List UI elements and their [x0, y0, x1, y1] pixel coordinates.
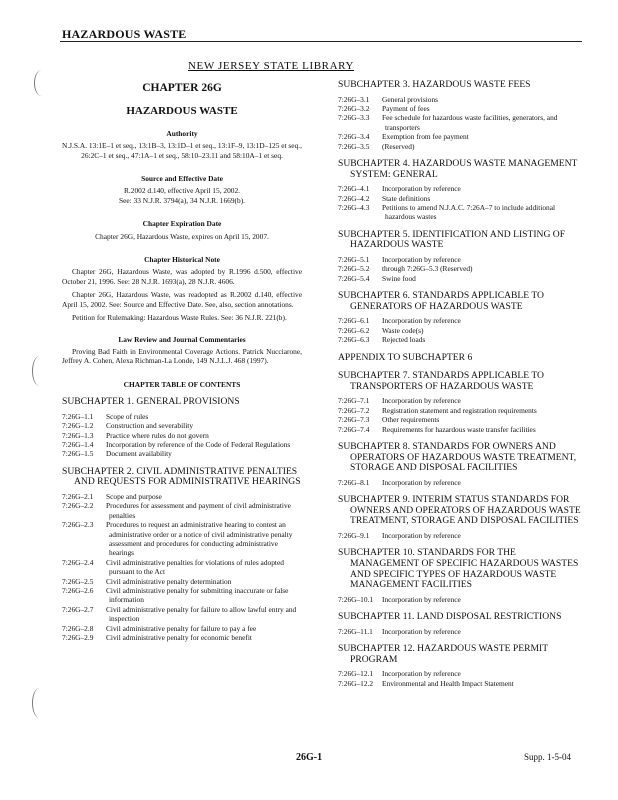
toc-entry	[338, 396, 584, 405]
running-header: HAZARDOUS WASTE	[62, 27, 187, 41]
punch-hole-mark-middle	[32, 356, 47, 386]
source-line-1: R.2002 d.140, effective April 15, 2002.	[123, 186, 241, 196]
toc-entry	[338, 104, 584, 113]
section-title: Civil administrative penalty for failure to allow lawful entry and inspection	[106, 604, 297, 624]
history-heading: Chapter Historical Note	[144, 255, 220, 265]
toc-entry	[338, 316, 584, 325]
section-number: 7:26G–11.1	[338, 626, 373, 636]
section-number: 7:26G–6.3	[338, 335, 370, 345]
subchapter-title: SUBCHAPTER 2. CIVIL ADMINISTRATIVE PENALTIES AND REQUESTS FOR ADMINISTRATIVE HEARINGS	[62, 465, 301, 488]
section-number: 7:26G–9.1	[338, 531, 370, 541]
toc-entry	[338, 203, 584, 222]
page-number: 26G-1	[296, 752, 323, 763]
toc-entry	[62, 421, 302, 430]
toc-entry	[338, 406, 584, 415]
section-title: Incorporation by reference	[382, 531, 461, 541]
subchapter-title: SUBCHAPTER 7. STANDARDS APPLICABLE TO TRANSPORTERS OF HAZARDOUS WASTE	[338, 370, 544, 392]
history-paragraph-1: Chapter 26G, Hazardous Waste, was adopted by R.1996 d.500, effective October 21, 1996. See: 28 N.J.R. 1693(a), 28 N.J.R. 4606.	[62, 267, 302, 286]
subchapter-title: SUBCHAPTER 6. STANDARDS APPLICABLE TO GENERATORS OF HAZARDOUS WASTE	[338, 290, 544, 312]
right-column	[338, 80, 584, 688]
toc-entry	[338, 326, 584, 335]
section-number: 7:26G–8.1	[338, 477, 370, 487]
subchapter-title: SUBCHAPTER 5. IDENTIFICATION AND LISTING OF HAZARDOUS WASTE	[338, 228, 566, 251]
expiration-heading: Chapter Expiration Date	[142, 219, 222, 229]
subchapter-block	[338, 612, 584, 636]
subchapter-block	[338, 548, 584, 604]
review-heading: Law Review and Journal Commentaries	[118, 334, 246, 344]
chapter-title: HAZARDOUS WASTE	[126, 105, 238, 118]
subchapter-title: SUBCHAPTER 1. GENERAL PROVISIONS	[62, 396, 240, 408]
subchapter-title: SUBCHAPTER 8. STANDARDS FOR OWNERS AND OPERATORS OF HAZARDOUS WASTE TREATMENT, STORAGE AND DISPOSAL FACILITIES	[338, 441, 577, 474]
header-rule	[60, 41, 582, 42]
section-title: Incorporation by reference of the Code of Federal Regulations	[106, 439, 291, 449]
section-number: 7:26G–1.3	[62, 430, 94, 440]
section-number: 7:26G–6.2	[338, 325, 370, 335]
toc-entry	[62, 577, 302, 586]
punch-hole-mark-top	[34, 70, 49, 96]
toc-heading: CHAPTER TABLE OF CONTENTS	[123, 379, 241, 389]
section-title: Construction and severability	[106, 421, 194, 431]
subchapter-block	[338, 353, 584, 364]
section-title: Incorporation by reference	[382, 594, 461, 604]
section-title: Scope and purpose	[106, 491, 162, 501]
authority-heading: Authority	[166, 128, 198, 138]
section-number: 7:26G–12.1	[338, 669, 374, 679]
toc-entry	[62, 440, 302, 449]
section-title: Incorporation by reference	[382, 255, 461, 265]
history-paragraph-3: Petition for Rulemaking: Hazardous Waste Rules. See: 36 N.J.R. 221(b).	[72, 313, 287, 323]
section-number: 7:26G–3.2	[338, 104, 370, 113]
toc-entry	[338, 595, 584, 604]
toc-entry	[338, 113, 584, 132]
subchapter-title: SUBCHAPTER 11. LAND DISPOSAL RESTRICTIONS	[338, 611, 562, 623]
subchapter-title: APPENDIX TO SUBCHAPTER 6	[338, 351, 473, 363]
section-title: Civil administrative penalty for failure to pay a fee	[106, 623, 257, 633]
section-title: Other requirements	[382, 415, 440, 425]
section-number: 7:26G–6.1	[338, 316, 370, 326]
section-title: Civil administrative penalty determination	[106, 576, 232, 586]
section-number: 7:26G–2.1	[62, 491, 94, 501]
section-title: Registration statement and registration requirements	[382, 405, 537, 415]
section-number: 7:26G–4.2	[338, 193, 370, 203]
subchapter-block	[338, 644, 584, 688]
toc-entry	[338, 531, 584, 540]
section-title: Environmental and Health Impact Statement	[382, 678, 514, 688]
section-title: Incorporation by reference	[382, 396, 461, 406]
toc-entry	[338, 627, 584, 636]
toc-entry	[62, 558, 302, 577]
section-number: 7:26G–10.1	[338, 594, 374, 604]
section-title: Procedures to request an administrative hearing to contest an administrative order or a notice of civil administrative penalty assessment and procedures for conducting administrative hearings	[106, 520, 293, 558]
section-title: Incorporation by reference	[382, 626, 461, 636]
toc-entry	[338, 274, 584, 283]
toc-entry	[62, 501, 302, 520]
section-title: through 7:26G–5.3 (Reserved)	[382, 264, 473, 274]
toc-entry	[62, 520, 302, 558]
toc-entry	[338, 425, 584, 434]
left-table-of-contents	[62, 397, 302, 642]
section-number: 7:26G–12.2	[338, 678, 374, 688]
section-title: State definitions	[382, 193, 431, 203]
section-number: 7:26G–7.2	[338, 405, 370, 415]
section-number: 7:26G–1.4	[62, 439, 94, 449]
source-heading: Source and Effective Date	[141, 174, 223, 184]
history-paragraph-2: Chapter 26G, Hazardous Waste, was readopted as R.2002 d.140, effective April 15, 2002. See: Source and Effective Date. See, also, section annotations.	[62, 290, 302, 309]
left-column	[62, 80, 302, 642]
subchapter-block	[338, 495, 584, 540]
section-number: 7:26G–2.6	[62, 586, 94, 595]
subchapter-block	[338, 230, 584, 283]
section-number: 7:26G–3.1	[338, 94, 370, 104]
toc-entry	[62, 431, 302, 440]
subchapter-title: SUBCHAPTER 12. HAZARDOUS WASTE PERMIT PROGRAM	[338, 643, 548, 665]
toc-entry	[338, 679, 584, 688]
section-number: 7:26G–7.1	[338, 396, 370, 406]
section-title: Rejected loads	[382, 335, 426, 345]
section-number: 7:26G–2.2	[62, 501, 94, 511]
section-number: 7:26G–4.1	[338, 184, 370, 194]
section-title: Exemption from fee payment	[382, 132, 469, 142]
chapter-number: CHAPTER 26G	[142, 82, 222, 94]
subchapter-block	[62, 467, 302, 643]
toc-entry	[338, 95, 584, 104]
section-number: 7:26G–3.4	[338, 132, 370, 142]
authority-text: N.J.S.A. 13:1E–1 et seq., 13:1B–3, 13:1D–1 et seq., 13:1F–9, 13:1D–125 et seq., 26:2C–1 et seq., 47:1A–1 et seq., 58:10–23.11 and 58:10A–1 et seq.	[62, 141, 302, 160]
subchapter-block	[338, 291, 584, 344]
toc-entry	[338, 264, 584, 273]
section-title: Waste code(s)	[382, 325, 424, 335]
section-title: Civil administrative penalty for economic benefit	[106, 633, 252, 643]
toc-entry	[338, 669, 584, 678]
toc-entry	[62, 624, 302, 633]
toc-entry	[62, 412, 302, 421]
section-number: 7:26G–1.1	[62, 411, 94, 421]
toc-entry	[62, 605, 302, 624]
section-number: 7:26G–2.8	[62, 623, 94, 633]
toc-entry	[62, 492, 302, 501]
section-title: Incorporation by reference	[382, 316, 461, 326]
source-line-2: See: 33 N.J.R. 3794(a), 34 N.J.R. 1669(b).	[118, 195, 246, 205]
toc-entry	[338, 478, 584, 487]
punch-hole-mark-bottom	[32, 688, 47, 718]
section-title: General provisions	[382, 94, 439, 104]
section-number: 7:26G–3.3	[338, 113, 370, 123]
section-title: Procedures for assessment and payment of civil administrative penalties	[106, 501, 291, 520]
section-title: Payment of fees	[382, 104, 430, 113]
section-title: Incorporation by reference	[382, 477, 461, 487]
toc-entry	[338, 142, 584, 151]
section-title: Scope of rules	[106, 411, 149, 421]
toc-entry	[338, 335, 584, 344]
section-number: 7:26G–1.5	[62, 449, 94, 459]
toc-entry	[62, 586, 302, 605]
section-number: 7:26G–5.2	[338, 264, 370, 274]
section-number: 7:26G–2.4	[62, 557, 94, 567]
section-title: Fee schedule for hazardous waste facilities, generators, and transporters	[382, 113, 558, 132]
toc-entry	[338, 184, 584, 193]
section-title: (Reserved)	[382, 141, 415, 151]
right-table-of-contents	[338, 80, 584, 688]
section-number: 7:26G–4.3	[338, 203, 370, 213]
toc-entry	[338, 415, 584, 424]
library-stamp: NEW JERSEY STATE LIBRARY	[188, 60, 354, 72]
subchapter-block	[338, 442, 584, 487]
toc-entry	[338, 132, 584, 141]
subchapter-block	[62, 397, 302, 459]
section-title: Swine food	[382, 273, 416, 283]
section-number: 7:26G–5.1	[338, 255, 370, 265]
toc-entry	[62, 633, 302, 642]
subchapter-block	[338, 159, 584, 222]
toc-entry	[62, 449, 302, 458]
subchapter-block	[338, 371, 584, 434]
section-number: 7:26G–7.3	[338, 415, 370, 425]
subchapter-block	[338, 80, 584, 151]
subchapter-title: SUBCHAPTER 4. HAZARDOUS WASTE MANAGEMENT SYSTEM: GENERAL	[338, 158, 578, 180]
review-text: Proving Bad Faith in Environmental Coverage Actions. Patrick Nucciarone, Jeffrey A. Cohen, Alexa Richman-La Londe, 149 N.J.L.J. 468 (1997).	[62, 346, 302, 366]
section-title: Incorporation by reference	[382, 669, 461, 679]
toc-entry	[338, 194, 584, 203]
section-title: Requirements for hazardous waste transfer facilities	[382, 424, 536, 434]
subchapter-title: SUBCHAPTER 9. INTERIM STATUS STANDARDS FOR OWNERS AND OPERATORS OF HAZARDOUS WASTE TREATMENT, STORAGE AND DISPOSAL FACILITIES	[338, 494, 581, 527]
section-number: 7:26G–2.3	[62, 520, 94, 530]
toc-entry	[338, 255, 584, 264]
section-number: 7:26G–2.9	[62, 633, 94, 643]
section-number: 7:26G–1.2	[62, 421, 94, 431]
section-title: Civil administrative penalty for submitting inaccurate or false information	[106, 586, 289, 605]
section-title: Civil administrative penalties for violations of rules adopted pursuant to the Act	[106, 557, 284, 577]
section-title: Petitions to amend N.J.A.C. 7:26A–7 to include additional hazardous wastes	[382, 203, 556, 222]
section-title: Practice where rules do not govern	[106, 430, 209, 440]
section-number: 7:26G–7.4	[338, 424, 370, 434]
section-number: 7:26G–5.4	[338, 273, 370, 283]
section-number: 7:26G–2.5	[62, 576, 94, 586]
expiration-text: Chapter 26G, Hazardous Waste, expires on April 15, 2007.	[95, 231, 269, 241]
subchapter-title: SUBCHAPTER 10. STANDARDS FOR THE MANAGEMENT OF SPECIFIC HAZARDOUS WASTES AND SPECIFIC TYPES OF HAZARDOUS WASTE MANAGEMENT FACILITIES	[338, 547, 579, 591]
supplement-date: Supp. 1-5-04	[524, 752, 571, 762]
section-title: Document availability	[106, 449, 172, 459]
subchapter-title: SUBCHAPTER 3. HAZARDOUS WASTE FEES	[338, 79, 531, 90]
section-number: 7:26G–2.7	[62, 604, 94, 614]
section-title: Incorporation by reference	[382, 184, 461, 194]
section-number: 7:26G–3.5	[338, 141, 370, 151]
